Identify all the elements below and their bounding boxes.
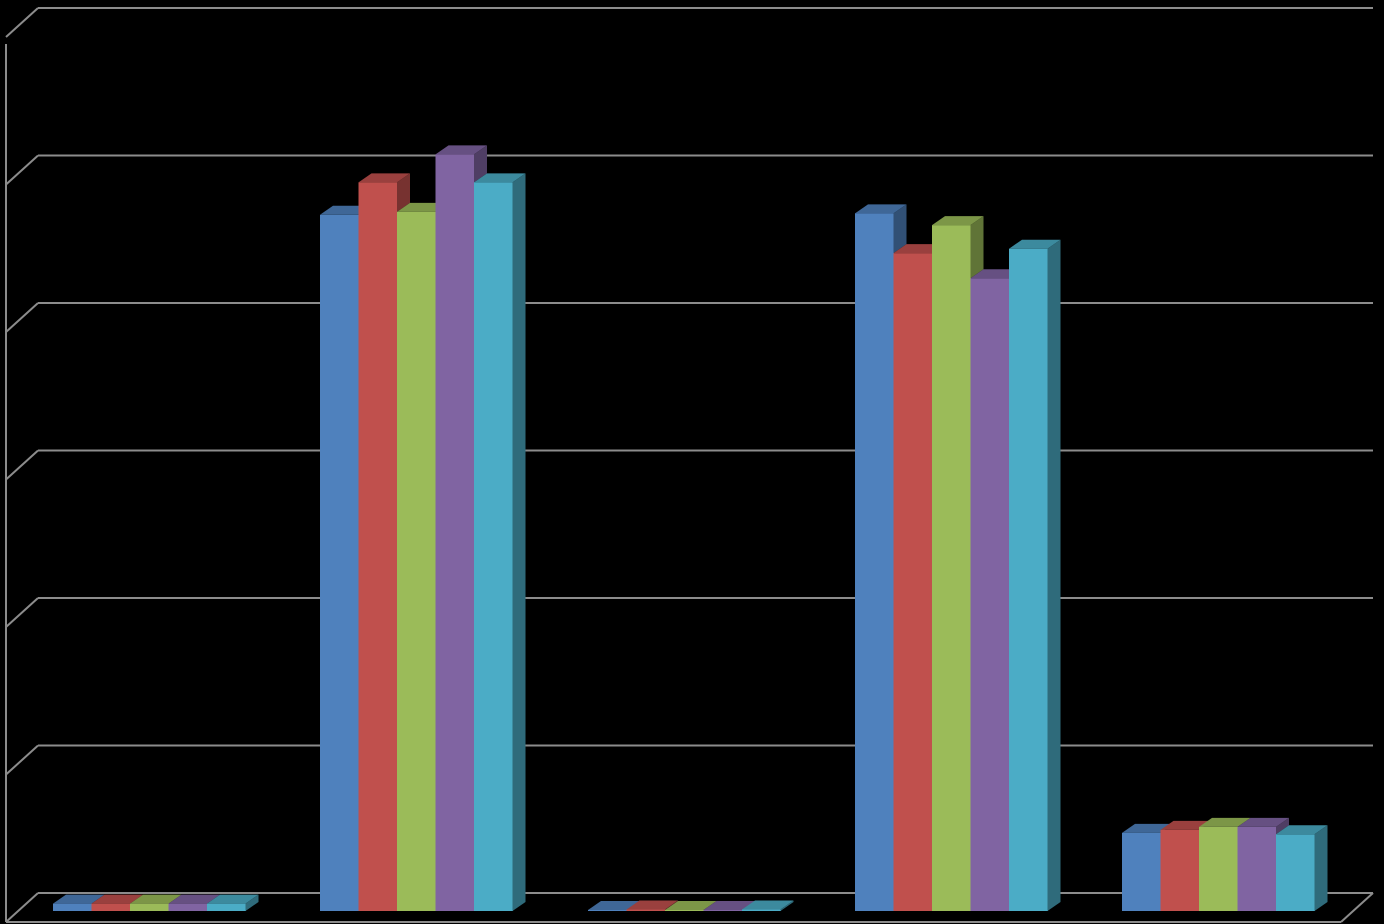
bar [665, 910, 704, 911]
bar [436, 154, 475, 911]
bar [627, 910, 666, 911]
gridline-wall-diagonal [6, 303, 38, 332]
bar [1009, 249, 1048, 911]
bar [1122, 833, 1161, 911]
gridline-wall-diagonal [6, 746, 38, 775]
gridline-wall-diagonal [6, 598, 38, 627]
bar [397, 212, 436, 911]
bar [53, 904, 92, 911]
bar [1161, 830, 1200, 911]
gridline-wall-diagonal [6, 8, 38, 37]
bar-side [1315, 825, 1328, 911]
bar [320, 215, 359, 911]
bar [92, 904, 131, 911]
bar [359, 182, 398, 911]
bar [207, 904, 246, 911]
bar [130, 904, 169, 911]
gridline-wall-diagonal [6, 893, 38, 922]
bar [742, 910, 781, 911]
floor-right-edge [1341, 893, 1373, 922]
bar [169, 904, 208, 911]
bar-side [513, 173, 526, 911]
bar [1238, 827, 1277, 911]
gridline-wall-diagonal [6, 451, 38, 480]
bar [474, 182, 513, 911]
gridline-wall-diagonal [6, 156, 38, 185]
bar [932, 225, 971, 911]
bar-side [1048, 240, 1061, 911]
bar-side [971, 216, 984, 278]
bar [704, 910, 743, 911]
bar [855, 213, 894, 911]
bar [588, 910, 627, 911]
bar [971, 278, 1010, 911]
bar [894, 253, 933, 911]
bar [1276, 834, 1315, 911]
bar [1199, 827, 1238, 911]
